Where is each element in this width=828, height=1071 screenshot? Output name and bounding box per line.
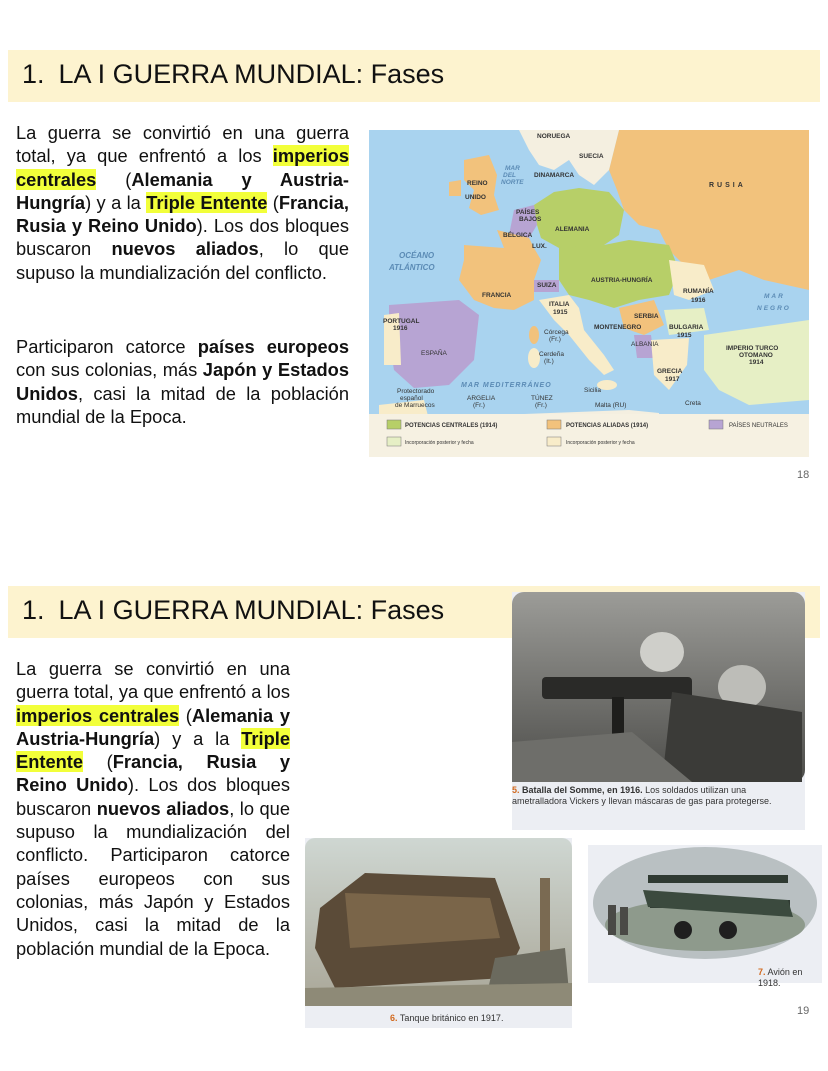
label-francia: FRANCIA [482, 292, 512, 299]
paragraph-guerra-total [16, 121, 349, 284]
caption-text: Los soldados utilizan una ametralladora Vickers y llevan máscaras de gas para protegerse. [512, 785, 772, 806]
text-run: ( [83, 751, 113, 773]
corsica-area [529, 326, 539, 344]
ireland-area [449, 180, 461, 196]
paragraph-participaron [16, 335, 349, 428]
label-oceano: OCÉANO [399, 251, 435, 260]
label-atlantico: ATLÁNTICO [389, 263, 435, 272]
page-number: 18 [797, 469, 810, 481]
legend-swatch-central-post [387, 437, 401, 446]
label-rumania: RUMANÍA [683, 288, 714, 295]
label-mar-norte: MAR [505, 165, 520, 172]
label-espana: ESPAÑA [421, 350, 447, 357]
bold-alemania-austria: Alemania y Austria-Hungría [16, 168, 349, 213]
label-bulgaria: BULGARIA [669, 324, 704, 331]
legend-swatch-aliadas-post [547, 437, 561, 446]
label-cerdena: Cerdeña [539, 351, 564, 358]
label-mar-mediterraneo: MAR MEDITERRÁNEO [461, 382, 552, 389]
text-run: ). Los dos bloques buscaron [16, 215, 349, 260]
map-legend [369, 414, 809, 457]
page-number: 19 [797, 1005, 810, 1017]
label-montenegro: MONTENEGRO [594, 324, 642, 331]
text-run: ( [179, 704, 192, 726]
legend-central: POTENCIAS CENTRALES (1914) [405, 423, 498, 429]
label-unido: UNIDO [465, 194, 486, 201]
label-de-marruecos: de Marruecos [395, 402, 435, 409]
text-run: ). Los dos bloques buscaron [16, 774, 290, 819]
text-run: ( [96, 168, 132, 190]
legend-swatch-neutrales [709, 420, 723, 429]
label-suecia: SUECIA [579, 153, 604, 160]
label-italia-year: 1915 [553, 309, 568, 316]
label-dinamarca: DINAMARCA [534, 172, 575, 179]
label-argelia-fr: (Fr.) [473, 402, 485, 409]
label-bulgaria-year: 1915 [677, 332, 692, 339]
text-run: ( [267, 191, 279, 213]
text-run: , lo que supuso la mundialización del conflicto. Participaron catorce países europeos con sus colonias, más Japón y Estados Unidos, casi la mitad de la población mundial de la Epoca. [16, 797, 290, 959]
bold-francia-rusia-reino: Francia, Rusia y Reino Unido [16, 191, 349, 237]
label-italia: ITALIA [549, 301, 570, 308]
text-run: ) y a la [154, 727, 242, 749]
label-tunez: TÚNEZ [531, 395, 553, 402]
text-run: , lo que supuso la mundialización del conflicto. [16, 238, 349, 283]
title-number: 1. [22, 595, 45, 625]
slide-18 [0, 0, 828, 520]
title-number: 1. [22, 59, 45, 89]
label-serbia: SERBIA [634, 313, 659, 320]
label-rusia: RUSIA [709, 182, 746, 189]
caption-number: 6. [390, 1013, 398, 1023]
legend-swatch-central [387, 420, 401, 429]
paragraph-guerra-total [16, 657, 290, 960]
caption-text: Tanque británico en 1917. [399, 1013, 504, 1023]
title-text: LA I GUERRA MUNDIAL: Fases [58, 595, 445, 625]
highlight-triple-entente: Triple Entente [16, 727, 290, 773]
bold-paises-europeos: países europeos [197, 336, 350, 357]
label-grecia-year: 1917 [665, 376, 680, 383]
label-corcega: Córcega [544, 329, 569, 336]
caption-title: Batalla del Somme, en 1916. [522, 785, 643, 795]
highlight-imperios-centrales: imperios centrales [16, 704, 180, 726]
legend-swatch-aliadas [547, 420, 561, 429]
label-creta: Creta [685, 400, 701, 407]
label-lux: LUX. [532, 243, 547, 250]
label-argelia: ARGELIA [467, 395, 496, 402]
label-sicilia: Sicilia [584, 387, 601, 394]
label-austria-hungria: AUSTRIA-HUNGRÍA [591, 277, 653, 284]
label-portugal-year: 1916 [393, 325, 408, 332]
label-mar-norte: DEL [503, 172, 516, 179]
photo-plane [588, 845, 822, 963]
photo-somme [512, 592, 805, 782]
legend-central-post: Incorporación posterior y fecha [405, 440, 474, 446]
slide-title [22, 595, 444, 626]
caption-plane [758, 967, 822, 989]
label-mar-negro: NEGRO [757, 305, 791, 312]
label-belgica: BÉLGICA [503, 232, 533, 239]
title-text: LA I GUERRA MUNDIAL: Fases [58, 59, 445, 89]
photo-tank [305, 838, 572, 1006]
label-rumania-year: 1916 [691, 297, 706, 304]
label-paises: PAÍSES [516, 209, 540, 216]
label-espanol: español [400, 395, 423, 402]
label-imperio-year: 1914 [749, 359, 764, 366]
label-alemania: ALEMANIA [555, 226, 590, 233]
text-run: con sus colonias, más [16, 359, 203, 381]
caption-text: Avión en 1918. [758, 967, 803, 988]
text-run: La guerra se convirtió en una guerra total, ya que enfrentó a los [16, 122, 349, 167]
label-grecia: GRECIA [657, 368, 683, 375]
text-run: ) y a la [85, 191, 147, 213]
bold-japon-eeuu: Japón y Estados Unidos [16, 359, 350, 404]
caption-tank [390, 1013, 503, 1024]
legend-aliadas-post: Incorporación posterior y fecha [566, 440, 635, 446]
caption-somme [512, 785, 802, 807]
europe-1914-map [369, 130, 809, 457]
highlight-imperios-centrales: imperios centrales [16, 145, 349, 190]
label-cerdena-it: (It.) [544, 358, 554, 365]
text-run: Participaron catorce [16, 336, 198, 357]
label-noruega: NORUEGA [537, 133, 571, 140]
label-bajos: BAJOS [519, 216, 542, 223]
label-mar-negro: MAR [764, 293, 785, 300]
slide-19 [0, 530, 828, 1071]
photo-tank-frame [305, 838, 572, 1028]
label-tunez-fr: (Fr.) [535, 402, 547, 409]
bold-francia-rusia-reino: Francia, Rusia y Reino Unido [16, 751, 291, 796]
label-portugal: PORTUGAL [383, 318, 420, 325]
text-run: La guerra se convirtió en una guerra total, ya que enfrentó a los [16, 658, 290, 703]
caption-number: 7. [758, 967, 766, 977]
title-band [8, 50, 820, 102]
photo-plane-frame [588, 845, 822, 988]
bold-nuevos-aliados: nuevos aliados [111, 238, 259, 260]
highlight-triple-entente: Triple Entente [146, 191, 268, 213]
photo-somme-frame [512, 592, 805, 830]
text-run: , casi la mitad de la población mundial de la Epoca. [16, 382, 349, 427]
bold-alemania-austria: Alemania y Austria-Hungría [16, 704, 290, 749]
label-imperio-turco: IMPERIO TURCO [726, 345, 779, 352]
label-albania: ALBANIA [631, 341, 659, 348]
caption-number: 5. [512, 785, 520, 795]
label-otomano: OTOMANO [739, 352, 773, 359]
label-protectorado: Protectorado [397, 388, 435, 395]
label-corcega-fr: (Fr.) [549, 336, 561, 343]
legend-neutrales: PAÍSES NEUTRALES [729, 423, 788, 429]
bold-nuevos-aliados: nuevos aliados [96, 797, 230, 819]
legend-aliadas: POTENCIAS ALIADAS (1914) [566, 423, 649, 429]
label-suiza: SUIZA [537, 282, 557, 289]
label-mar-norte: NORTE [501, 179, 524, 186]
label-malta: Malta (RU) [595, 402, 627, 409]
label-reino: REINO [467, 180, 488, 187]
slide-title [22, 59, 444, 90]
